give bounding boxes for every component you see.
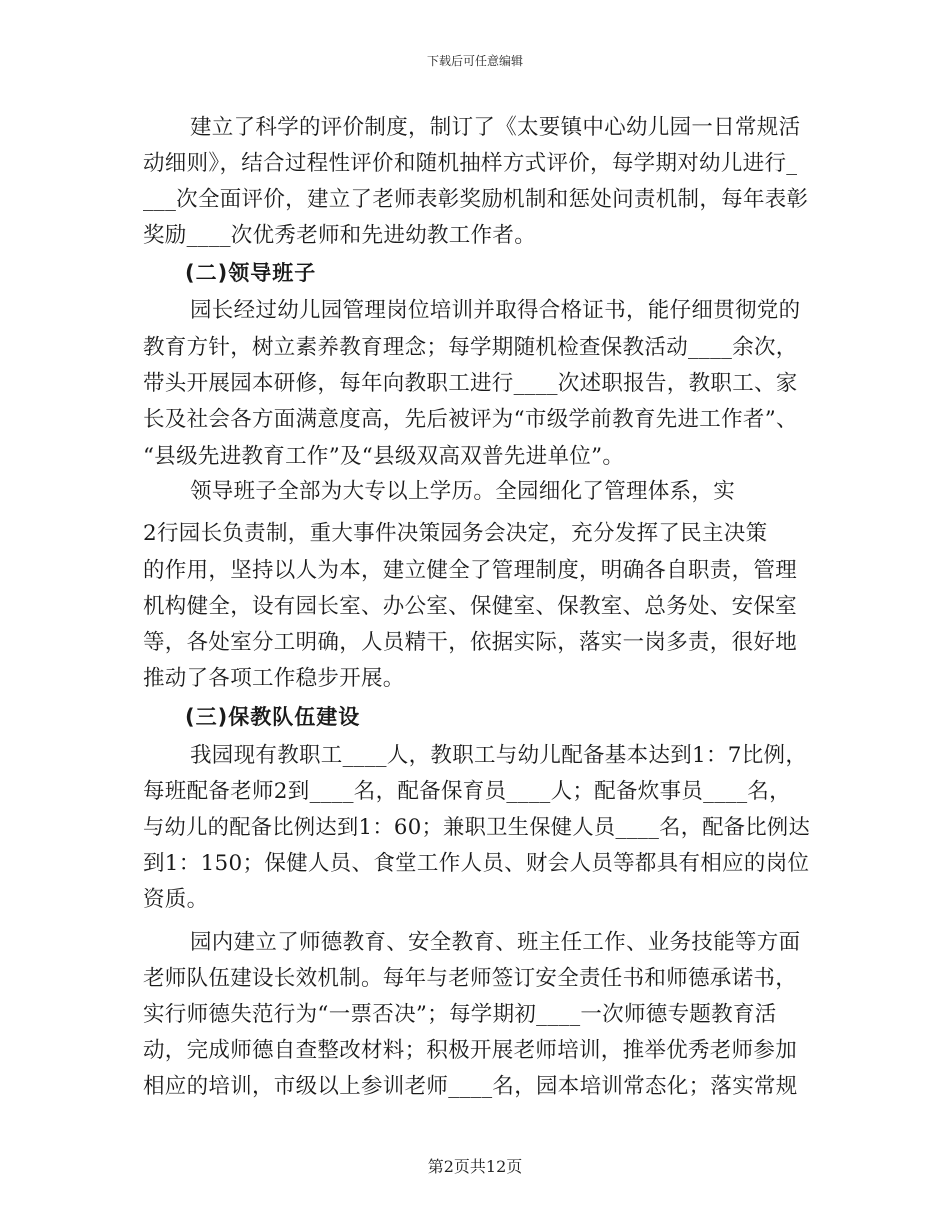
paragraph-line: 2行园长负责制，重大事件决策园务会决定，充分发挥了民主决策 bbox=[143, 521, 768, 546]
paragraph-line: 到1：150；保健人员、食堂工作人员、财会人员等都具有相应的岗位 bbox=[143, 851, 810, 876]
page-header: 下载后可任意编辑 bbox=[426, 54, 523, 68]
paragraph-line: 与幼儿的配备比例达到1：60；兼职卫生保健人员____名，配备比例达 bbox=[143, 815, 811, 840]
paragraph-line: 相应的培训，市级以上参训老师____名，园本培训常态化；落实常规 bbox=[143, 1074, 798, 1099]
paragraph-line: 我园现有教职工____人，教职工与幼儿配备基本达到1：7比例， bbox=[190, 743, 808, 768]
paragraph-line: 等，各处室分工明确，人员精干，依据实际，落实一岗多责，很好地 bbox=[143, 630, 798, 655]
paragraph-line: 老师队伍建设长效机制。每年与老师签订安全责任书和师德承诺书， bbox=[143, 966, 798, 991]
paragraph-line: 领导班子全部为大专以上学历。全园细化了管理体系，实 bbox=[190, 479, 736, 504]
paragraph-line: ___次全面评价，建立了老师表彰奖励机制和惩处问责机制，每年表彰 bbox=[143, 187, 809, 212]
paragraph-line: 每班配备老师2到____名，配备保育员____人；配备炊事员____名， bbox=[143, 779, 791, 804]
paragraph-line: 实行师德失范行为“一票否决”；每学期初____一次师德专题教育活 bbox=[143, 1002, 777, 1027]
section-heading: (二)领导班子 bbox=[185, 261, 317, 285]
paragraph-line: 奖励____次优秀老师和先进幼教工作者。 bbox=[143, 223, 537, 248]
paragraph-line: 园长经过幼儿园管理岗位培训并取得合格证书，能仔细贯彻党的 bbox=[190, 298, 801, 323]
paragraph-line: “县级先进教育工作”及“县级双高双普先进单位”。 bbox=[143, 444, 625, 469]
paragraph-line: 教育方针，树立素养教育理念；每学期随机检查保教活动____余次， bbox=[143, 335, 798, 360]
page-footer: 第2页共12页 bbox=[427, 1157, 523, 1176]
paragraph-line: 长及社会各方面满意度高，先后被评为“市级学前教育先进工作者”、 bbox=[143, 407, 798, 432]
paragraph-line: 动细则》，结合过程性评价和随机抽样方式评价，每学期对幼儿进行_ bbox=[143, 151, 798, 176]
paragraph-line: 推动了各项工作稳步开展。 bbox=[143, 666, 405, 691]
section-heading: (三)保教队伍建设 bbox=[185, 705, 361, 729]
paragraph-line: 带头开展园本研修，每年向教职工进行____次述职报告，教职工、家 bbox=[143, 371, 798, 396]
paragraph-line: 动，完成师德自查整改材料；积极开展老师培训，推举优秀老师参加 bbox=[143, 1038, 798, 1063]
paragraph-line: 建立了科学的评价制度，制订了《太要镇中心幼儿园一日常规活 bbox=[190, 115, 801, 140]
paragraph-line: 的作用，坚持以人为本，建立健全了管理制度，明确各自职责，管理 bbox=[143, 558, 798, 583]
paragraph-line: 园内建立了师德教育、安全教育、班主任工作、业务技能等方面 bbox=[190, 930, 801, 955]
paragraph-line: 机构健全，设有园长室、办公室、保健室、保教室、总务处、安保室 bbox=[143, 594, 798, 619]
paragraph-line: 资质。 bbox=[143, 887, 209, 912]
